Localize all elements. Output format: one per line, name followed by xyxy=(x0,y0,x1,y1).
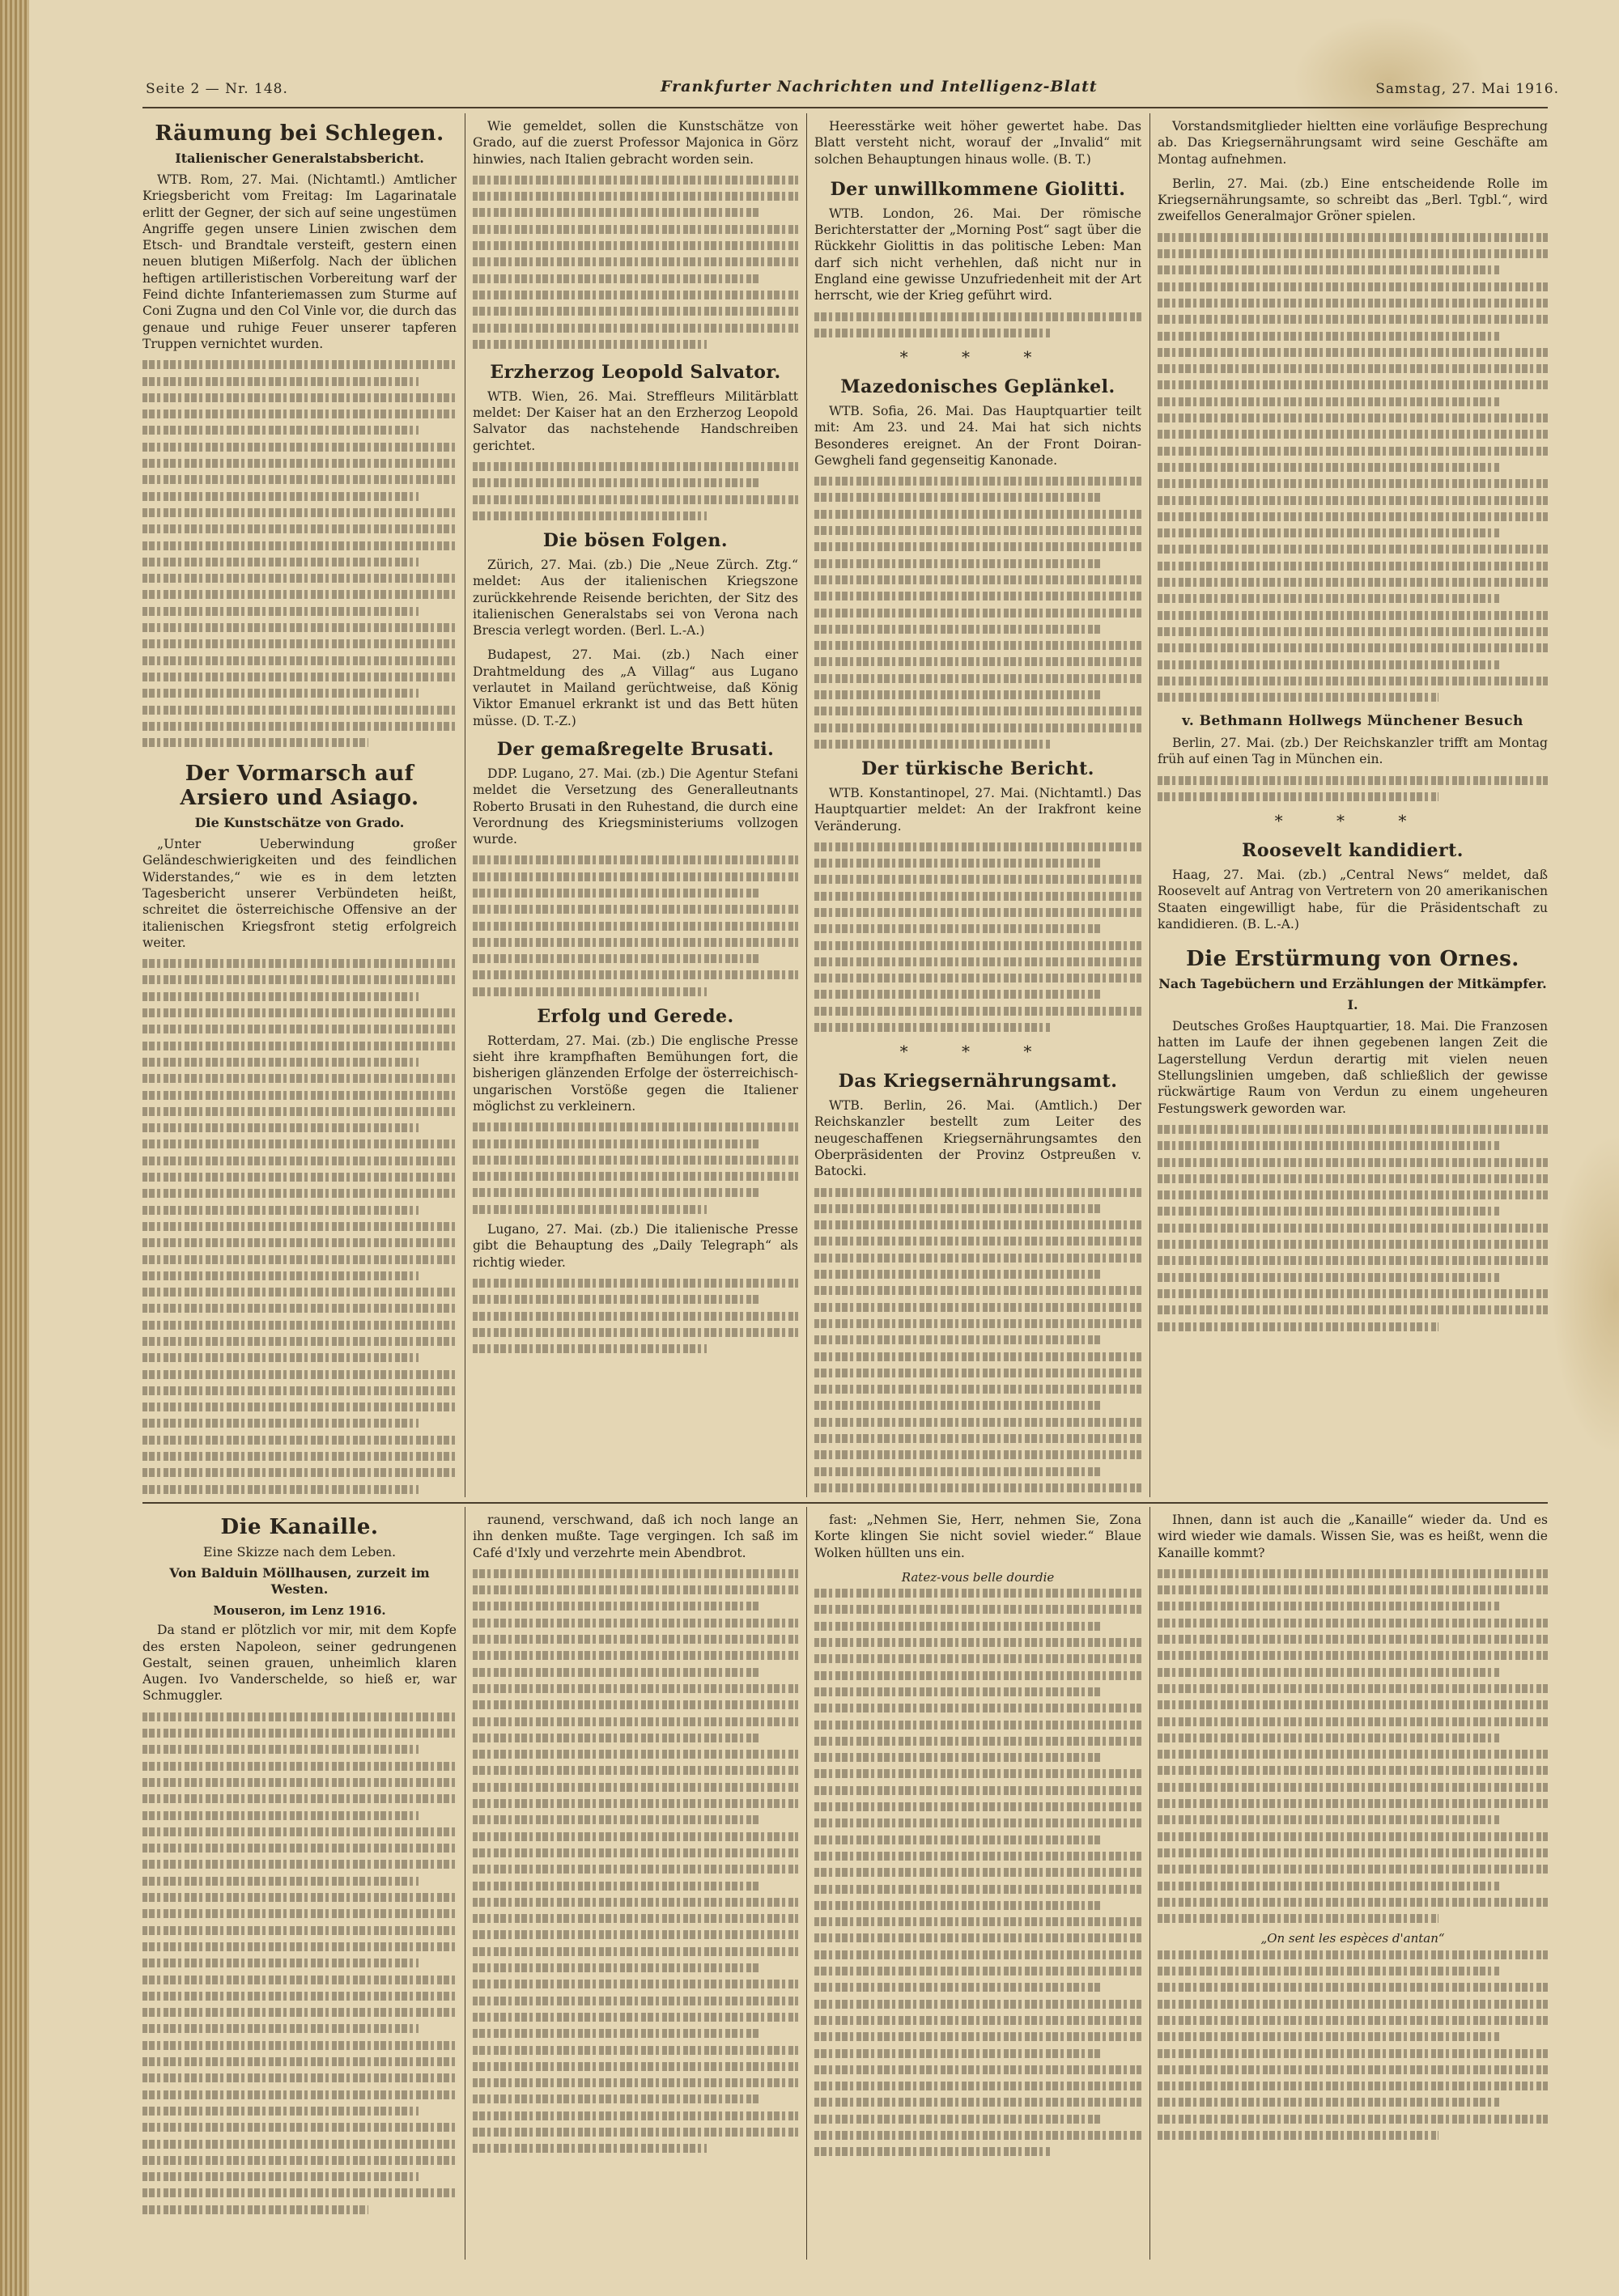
part-number: I. xyxy=(1347,997,1358,1013)
article-headline: Räumung bei Schlegen. xyxy=(155,121,444,146)
article-text: WTB. Sofia, 26. Mai. Das Hauptquartier teilt mit: Am 23. und 24. Mai hat sich nichts Besonderes ereignet. An der Front Doiran-Gewgheli fand gegenseitig Kanonade. xyxy=(814,403,1141,468)
feuilleton-column-2 xyxy=(473,1512,798,2256)
article-subheadline: Die Kunstschätze von Grado. xyxy=(194,815,405,831)
column-3 xyxy=(814,118,1141,1497)
article-continuation xyxy=(473,462,798,520)
article-text: WTB. London, 26. Mai. Der römische Berichterstatter der „Morning Post“ sagt über die Rückkehr Giolittis in das politische Leben: Man darf sich nicht verhehlen, daß nicht nur in England eine gewisse Unzufriedenheit mit der Art herrscht, wie der Krieg geführt wird. xyxy=(814,206,1141,303)
article-continuation xyxy=(473,176,798,349)
article-headline: Die bösen Folgen. xyxy=(542,529,729,551)
article-continuation xyxy=(473,1279,798,1353)
article-continuation xyxy=(142,360,457,747)
article-headline: Der Vormarsch auf Arsiero und Asiago. xyxy=(180,762,419,811)
header-rule xyxy=(142,107,1548,108)
section-separator: * * * xyxy=(899,1042,1056,1062)
article-headline: Erfolg und Gerede. xyxy=(537,1005,734,1027)
feuilleton-verse: „On sent les espèces d'antan“ xyxy=(1260,1931,1445,1946)
article-text: Vorstandsmitglieder hieltten eine vorläufige Besprechung ab. Das Kriegsernährungsamt wird seine Geschäfte am Montag aufnehmen. xyxy=(1158,119,1548,167)
column-2 xyxy=(473,118,798,1497)
article-headline: Die Erstürmung von Ornes. xyxy=(1186,947,1519,972)
feuilleton-column-4 xyxy=(1158,1512,1548,2256)
column-4 xyxy=(1158,118,1548,1497)
feuilleton-continuation xyxy=(473,1569,798,2153)
column-rule xyxy=(1149,113,1150,1497)
feuilleton-text: raunend, verschwand, daß ich noch lange an ihn denken mußte. Tage vergingen. Ich saß im Café d'Ixly und verzehrte mein Abendbrot. xyxy=(473,1513,798,1560)
article-text: WTB. Konstantinopel, 27. Mai. (Nichtamtl.) Das Hauptquartier meldet: An der Irakfront keine Veränderung. xyxy=(814,785,1141,834)
article-text: Zürich, 27. Mai. (zb.) Die „Neue Zürch. Ztg.“ meldet: Aus der italienischen Kriegszone zurückkehrende Reisende berichten, der Sitz des italienischen Generalstabs sei von Verona nach Brescia verlegt worden. (Berl. L.-A.) xyxy=(473,557,798,639)
article-continuation xyxy=(1158,233,1548,702)
article-headline: Der gemaßregelte Brusati. xyxy=(496,738,775,760)
feuilleton-subtitle: Eine Skizze nach dem Leben. xyxy=(202,1544,397,1560)
article-text: „Unter Ueberwindung großer Geländeschwierigkeiten und des feindlichen Widerstandes,“ wie es in dem letzten Tagesbericht unserer Verbündeten heißt, schreitet die österreichische Offensive an der italienischen Kriegsfront stetig erfolgreich weiter. xyxy=(142,837,457,950)
article-continuation xyxy=(814,842,1141,1032)
paper-stain xyxy=(1551,1133,1619,1457)
article-headline: Mazedonisches Geplänkel. xyxy=(840,376,1115,397)
newspaper-page xyxy=(29,0,1619,2296)
article-text: Berlin, 27. Mai. (zb.) Eine entscheidende Rolle im Kriegsernährungsamte, so schreibt das „Berl. Tgbl.“, wird zweifellos Generalmajor Gröner spielen. xyxy=(1158,176,1548,224)
feuilleton-column-1 xyxy=(142,1512,457,2256)
article-headline: v. Bethmann Hollwegs Münchener Besuch xyxy=(1182,713,1523,730)
section-separator: * * * xyxy=(899,346,1056,367)
column-1 xyxy=(142,118,457,1497)
book-binding-edge xyxy=(0,0,29,2296)
article-headline: Der unwillkommene Giolitti. xyxy=(830,178,1126,200)
feuilleton-text: Ihnen, dann ist auch die „Kanaille“ wieder da. Und es wird wieder wie damals. Wissen Sie, was es heißt, wenn die Kanaille kommt? xyxy=(1158,1513,1548,1560)
article-continuation xyxy=(142,959,457,1497)
article-text: Rotterdam, 27. Mai. (zb.) Die englische Presse sieht ihre krampfhaften Bemühungen fort, die bisherigen glänzenden Erfolge der österreichisch-ungarischen Vorstöße gegen die Italiener möglichst zu verkleinern. xyxy=(473,1033,798,1114)
article-headline: Roosevelt kandidiert. xyxy=(1242,839,1464,861)
feuilleton-dateline: Mouseron, im Lenz 1916. xyxy=(213,1603,386,1618)
feuilleton-continuation xyxy=(1158,1569,1548,1923)
article-continuation xyxy=(473,1123,798,1213)
article-text: Haag, 27. Mai. (zb.) „Central News“ meldet, daß Roosevelt auf Antrag von Vertretern von 20 amerikanischen Staaten eingewilligt habe, für die Präsidentschaft zu kandidieren. (B. L.-A.) xyxy=(1158,867,1548,932)
section-separator: * * * xyxy=(1274,810,1431,830)
article-text: Deutsches Großes Hauptquartier, 18. Mai. Die Franzosen hatten im Laufe der ihnen gegebenen langen Zeit die Lagerstellung Verdun derartig mit vielen neuen Stellungslinien umgeben, daß schließlich der gewisse rückwärtige Raum von Verdun zu einem ungeheuren Festungswerk geworden war. xyxy=(1158,1019,1548,1116)
feuilleton-verse: Ratez-vous belle dourdie xyxy=(901,1569,1055,1585)
article-continuation xyxy=(473,855,798,995)
column-rule xyxy=(806,113,807,1497)
feuilleton-rule xyxy=(142,1502,1548,1504)
article-headline: Erzherzog Leopold Salvator. xyxy=(490,361,781,383)
masthead: Frankfurter Nachrichten und Intelligenz-Blatt xyxy=(661,78,1098,95)
article-text: Wie gemeldet, sollen die Kunstschätze von Grado, auf die zuerst Professor Majonica in Görz hinwies, nach Italien gebracht worden sein. xyxy=(473,119,798,167)
column-rule xyxy=(1149,1507,1150,2260)
article-continuation xyxy=(1158,776,1548,801)
page-number: Seite 2 — Nr. 148. xyxy=(146,81,288,97)
article-text: WTB. Rom, 27. Mai. (Nichtamtl.) Amtlicher Kriegsbericht vom Freitag: Im Lagarinatale erlitt der Gegner, der sich auf seine ungestümen Angriffe gegen unsere Linien zwischen dem Etsch- und Brandtale versteift, gestern einen neuen blutigen Mißerfolg. Nach der üblichen heftigen artilleristischen Vorbereitung warf der Feind dichte Infanteriemassen zum Sturme auf Coni Zugna und den Col Vinle vor, die durch das genaue und ruhige Feuer unserer tapferen Truppen vernichtet wurden. xyxy=(142,172,457,351)
article-continuation xyxy=(814,312,1141,337)
feuilleton-title: Die Kanaille. xyxy=(220,1515,379,1539)
article-text: Berlin, 27. Mai. (zb.) Der Reichskanzler trifft am Montag früh auf einen Tag in München ein. xyxy=(1158,736,1548,767)
article-continuation xyxy=(1158,1125,1548,1331)
article-subheadline: Italienischer Generalstabsbericht. xyxy=(175,151,424,166)
article-text: Lugano, 27. Mai. (zb.) Die italienische Presse gibt die Behauptung des „Daily Telegraph“ als richtig wieder. xyxy=(473,1222,798,1270)
article-text: Heeresstärke weit höher gewertet habe. Das Blatt versteht nicht, worauf der „Invalid“ mit solchen Behauptungen hinaus wolle. (B. T.) xyxy=(814,119,1141,167)
issue-date: Samstag, 27. Mai 1916. xyxy=(1375,81,1559,97)
article-subheadline: Nach Tagebüchern und Erzählungen der Mitkämpfer. xyxy=(1158,976,1547,992)
article-text: WTB. Berlin, 26. Mai. (Amtlich.) Der Reichskanzler bestellt zum Leiter des neugeschaffenen Kriegsernährungsamtes den Oberpräsidenten der Provinz Ostpreußen v. Batocki. xyxy=(814,1098,1141,1179)
article-headline: Der türkische Bericht. xyxy=(861,758,1094,779)
article-text: DDP. Lugano, 27. Mai. (zb.) Die Agentur Stefani meldet die Versetzung des Generalleutnants Roberto Brusati in den Ruhestand, die durch eine Verordnung des Kriegsministeriums vollzogen wurde. xyxy=(473,766,798,847)
feuilleton-text: fast: „Nehmen Sie, Herr, nehmen Sie, Zona Korte klingen Sie nicht soviel wieder.“ Blaue Wolken hüllten uns ein. xyxy=(814,1513,1141,1560)
article-continuation xyxy=(814,477,1141,749)
article-continuation xyxy=(814,1188,1141,1497)
column-rule xyxy=(806,1507,807,2260)
feuilleton-author: Von Balduin Möllhausen, zurzeit im Westen. xyxy=(169,1565,430,1597)
feuilleton-continuation xyxy=(1158,1950,1548,2140)
feuilleton-text: Da stand er plötzlich vor mir, mit dem Kopfe des ersten Napoleon, seiner gedrungenen Gestalt, seinen grauen, unheimlich klaren Augen. Ivo Vanderschelde, so hieß er, war Schmuggler. xyxy=(142,1623,457,1704)
feuilleton-column-3 xyxy=(814,1512,1141,2256)
article-headline: Das Kriegsernährungsamt. xyxy=(838,1071,1118,1093)
article-text: Budapest, 27. Mai. (zb.) Nach einer Drahtmeldung des „A Villag“ aus Lugano verlautet in Mailand gerüchtweise, daß König Viktor Emanuel erkrankt ist und das Bett hüten müsse. (D. T.-Z.) xyxy=(473,647,798,728)
article-text: WTB. Wien, 26. Mai. Streffleurs Militärblatt meldet: Der Kaiser hat an den Erzherzog Leopold Salvator das nachstehende Handschreiben gerichtet. xyxy=(473,388,798,453)
page-header xyxy=(78,78,1559,105)
feuilleton-continuation xyxy=(814,1589,1141,2156)
feuilleton-continuation xyxy=(142,1712,457,2214)
